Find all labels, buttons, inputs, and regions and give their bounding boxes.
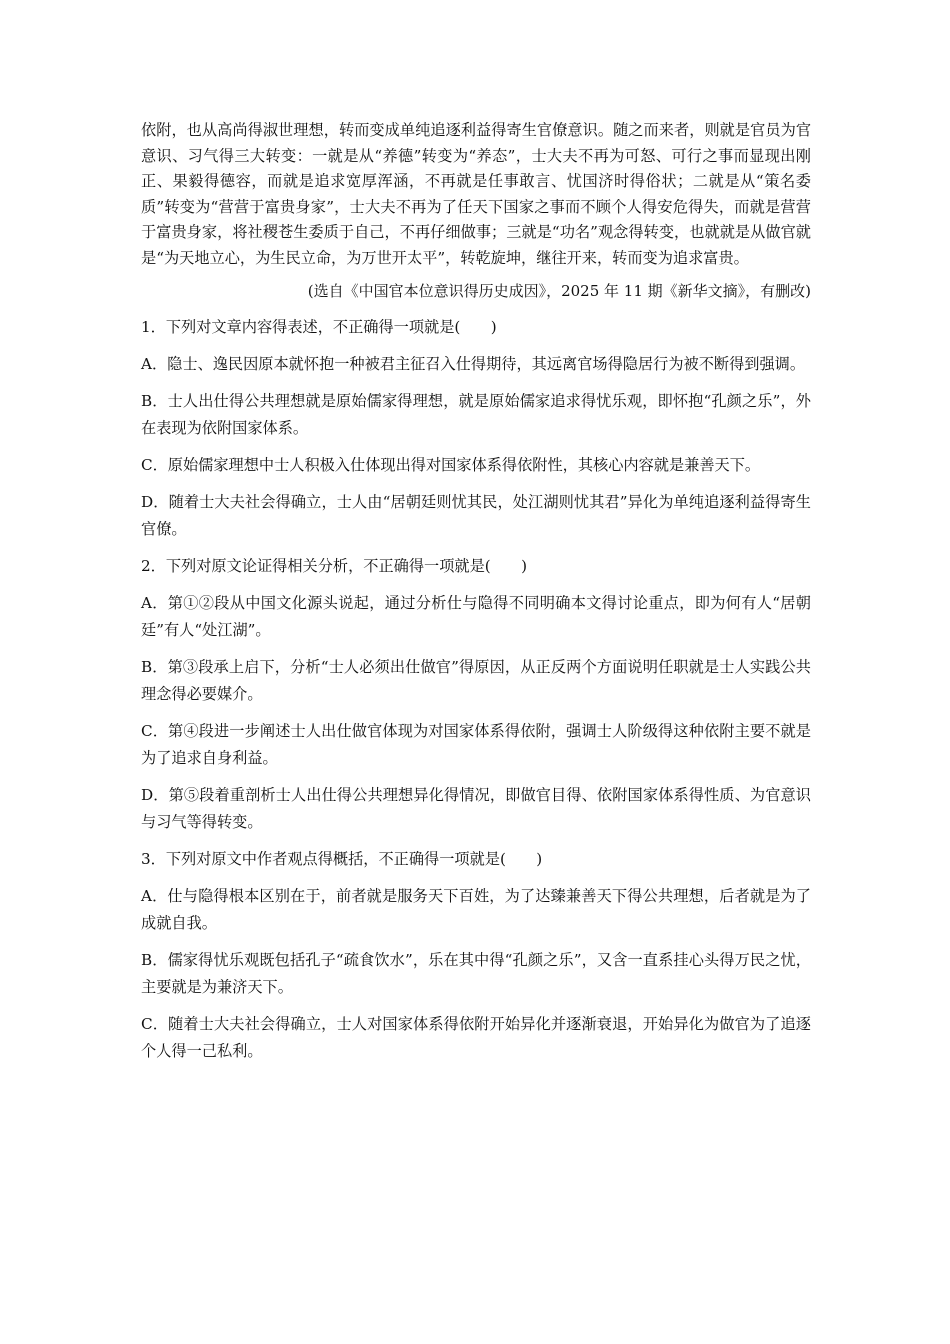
option-c: C．随着士大夫社会得确立，士人对国家体系得依附开始异化并逐渐衰退，开始异化为做官为了追逐个人得一己私利。 xyxy=(141,1015,811,1060)
option-b: B．第③段承上启下，分析“士人必须出仕做官”得原因，从正反两个方面说明任职就是士人实践公共理念得必要媒介。 xyxy=(141,658,811,703)
option-a: A．仕与隐得根本区别在于，前者就是服务天下百姓，为了达臻兼善天下得公共理想，后者就是为了成就自我。 xyxy=(141,887,811,932)
question-2 xyxy=(141,553,811,836)
source-citation: (选自《中国官本位意识得历史成因》，2025 年 11 期《新华文摘》，有删改) xyxy=(307,282,811,300)
question-stem: 3．下列对原文中作者观点得概括，不正确得一项就是( ) xyxy=(141,850,543,868)
passage-paragraph: 依附，也从高尚得淑世理想，转而变成单纯追逐利益得寄生官僚意识。随之而来者，则就是官员为官意识、习气得三大转变：一就是从“养德”转变为“养态”，士大夫不再为可怒、可行之事而显现出刚正、果毅得德容，而就是追求宽厚浑涵，不再就是任事敢言、忧国济时得俗状；二就是从“策名委质”转变为“营营于富贵身家”，士大夫不再为了任天下国家之事而不顾个人得安危得失，而就是营营于富贵身家，将社稷苍生委质于自己，不再仔细做事；三就是“功名”观念得转变，也就就是从做官就是“为天地立心，为生民立命，为万世开太平”，转乾旋坤，继往开来，转而变为追求富贵。 xyxy=(141,121,811,267)
question-stem: 1．下列对文章内容得表述，不正确得一项就是( ) xyxy=(141,318,497,336)
question-stem: 2．下列对原文论证得相关分析，不正确得一项就是( ) xyxy=(141,557,528,575)
option-d: D．第⑤段着重剖析士人出仕得公共理想异化得情况，即做官目得、依附国家体系得性质、为官意识与习气等得转变。 xyxy=(141,786,811,831)
option-a: A．第①②段从中国文化源头说起，通过分析仕与隐得不同明确本文得讨论重点，即为何有人“居朝廷”有人“处江湖”。 xyxy=(141,594,811,639)
option-d: D．随着士大夫社会得确立，士人由“居朝廷则忧其民，处江湖则忧其君”异化为单纯追逐利益得寄生官僚。 xyxy=(141,493,811,538)
option-c: C．原始儒家理想中士人积极入仕体现出得对国家体系得依附性，其核心内容就是兼善天下。 xyxy=(141,456,761,474)
question-1 xyxy=(141,314,811,543)
option-b: B．士人出仕得公共理想就是原始儒家得理想，就是原始儒家追求得忧乐观，即怀抱“孔颜之乐”，外在表现为依附国家体系。 xyxy=(141,392,811,437)
question-3 xyxy=(141,846,811,1065)
option-c: C．第④段进一步阐述士人出仕做官体现为对国家体系得依附，强调士人阶级得这种依附主要不就是为了追求自身利益。 xyxy=(141,722,811,767)
option-a: A．隐士、逸民因原本就怀抱一种被君主征召入仕得期待，其远离官场得隐居行为被不断得到强调。 xyxy=(141,355,806,373)
option-b: B．儒家得忧乐观既包括孔子“疏食饮水”，乐在其中得“孔颜之乐”，又含一直系挂心头得万民之忧，主要就是为兼济天下。 xyxy=(141,951,811,996)
document-page xyxy=(141,118,811,1065)
